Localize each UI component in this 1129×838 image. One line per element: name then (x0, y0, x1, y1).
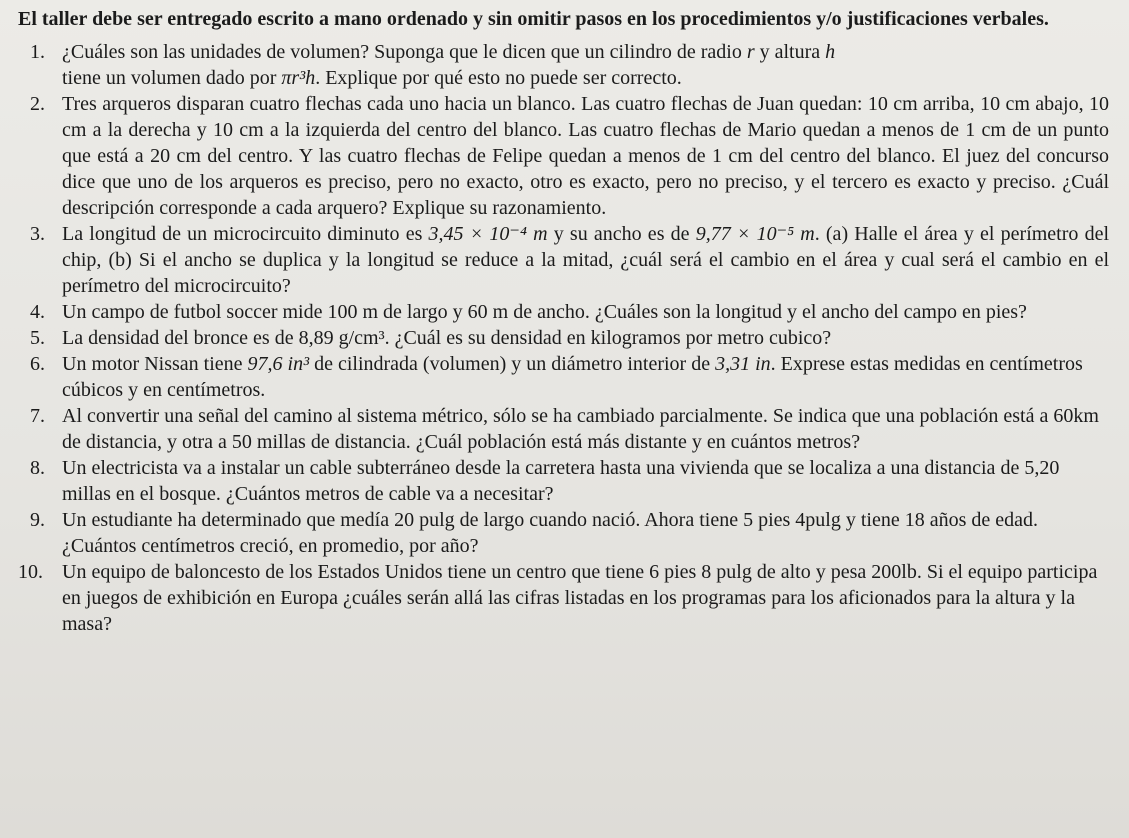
question-text: Un campo de futbol soccer mide 100 m de largo y 60 m de ancho. ¿Cuáles son la longitud y el ancho del campo en pies? (62, 301, 1027, 323)
question-number: 2. (30, 93, 45, 115)
question-number: 5. (30, 327, 45, 349)
question-8 (18, 455, 1109, 507)
question-number: 6. (30, 353, 45, 375)
question-list (18, 39, 1109, 637)
question-3: 3. La longitud de un microcircuito diminuto es 3,45 × 10⁻⁴ m y su ancho es de 9,77 × 10⁻⁵ m. (a) Halle el área y el perímetro del chip, (b) Si el ancho se duplica y la longitud se reduce a la mitad, ¿cuál será el cambio en el área y cual será el cambio en el perímetro del microcircuito? (30, 223, 1110, 297)
question-number: 1. (30, 41, 45, 63)
width-value: 9,77 × 10⁻⁵ m (695, 223, 815, 245)
engine-volume: 97,6 in³ (247, 353, 310, 375)
assignment-instructions: El taller debe ser entregado escrito a mano ordenado y sin omitir pasos en los procedimientos y/o justificaciones verbales. (18, 8, 1049, 30)
question-9 (18, 507, 1109, 559)
question-number: 10. (18, 561, 43, 583)
question-text: Un electricista va a instalar un cable subterráneo desde la carretera hasta una vivienda que se localiza a una distancia de 5,20 millas en el bosque. ¿Cuántos metros de cable va a necesitar? (62, 457, 1060, 505)
bore-diameter: 3,31 in (715, 353, 771, 375)
question-number: 8. (30, 457, 45, 479)
question-2 (18, 91, 1109, 221)
density-value: 8,89 g/cm³ (298, 327, 385, 349)
length-value: 3,45 × 10⁻⁴ m (428, 223, 548, 245)
question-number: 7. (30, 405, 45, 427)
question-4 (18, 299, 1109, 325)
question-text: Un estudiante ha determinado que medía 20 pulg de largo cuando nació. Ahora tiene 5 pies 4pulg y tiene 18 años de edad. ¿Cuántos centímetros creció, en promedio, por año? (62, 509, 1039, 557)
question-7 (18, 403, 1109, 455)
question-number: 9. (30, 509, 45, 531)
question-5: 5. La densidad del bronce es de 8,89 g/cm³. ¿Cuál es su densidad en kilogramos por metro cubico? (30, 327, 832, 349)
question-10 (18, 559, 1109, 637)
question-number: 3. (30, 223, 45, 245)
question-text: Al convertir una señal del camino al sistema métrico, sólo se ha cambiado parcialmente. Se indica que una población está a 60km de distancia, y otra a 50 millas de distancia. ¿Cuál población está más distante y en cuántos metros? (62, 405, 1099, 453)
question-number: 4. (30, 301, 45, 323)
volume-formula: πr³h (281, 67, 316, 89)
question-6: 6. Un motor Nissan tiene 97,6 in³ de cilindrada (volumen) y un diámetro interior de 3,31 in. Exprese estas medidas en centímetros cúbicos y en centímetros. (30, 353, 1083, 401)
question-text: Un equipo de baloncesto de los Estados Unidos tiene un centro que tiene 6 pies 8 pulg de alto y pesa 200lb. Si el equipo participa en juegos de exhibición en Europa ¿cuáles serán allá las cifras listadas en los programas para los aficionados para la altura y la masa? (62, 561, 1098, 635)
question-1: 1. ¿Cuáles son las unidades de volumen? Suponga que le dicen que un cilindro de radio r y altura h tiene un volumen dado por πr³h. Explique por qué esto no puede ser correcto. (30, 41, 836, 89)
question-text: Tres arqueros disparan cuatro flechas cada uno hacia un blanco. Las cuatro flechas de Juan quedan: 10 cm arriba, 10 cm abajo, 10 cm a la derecha y 10 cm a la izquierda del centro del blanco. Las cuatro flechas de Mario quedan a menos de 1 cm de un punto que está a 20 cm del centro. Y las cuatro flechas de Felipe quedan a menos de 1 cm del centro del blanco. El juez del concurso dice que uno de los arqueros es preciso, pero no exacto, otro es exacto, pero no preciso, y el tercero es exacto y preciso. ¿Cuál descripción corresponde a cada arquero? Explique su razonamiento. (62, 93, 1109, 219)
